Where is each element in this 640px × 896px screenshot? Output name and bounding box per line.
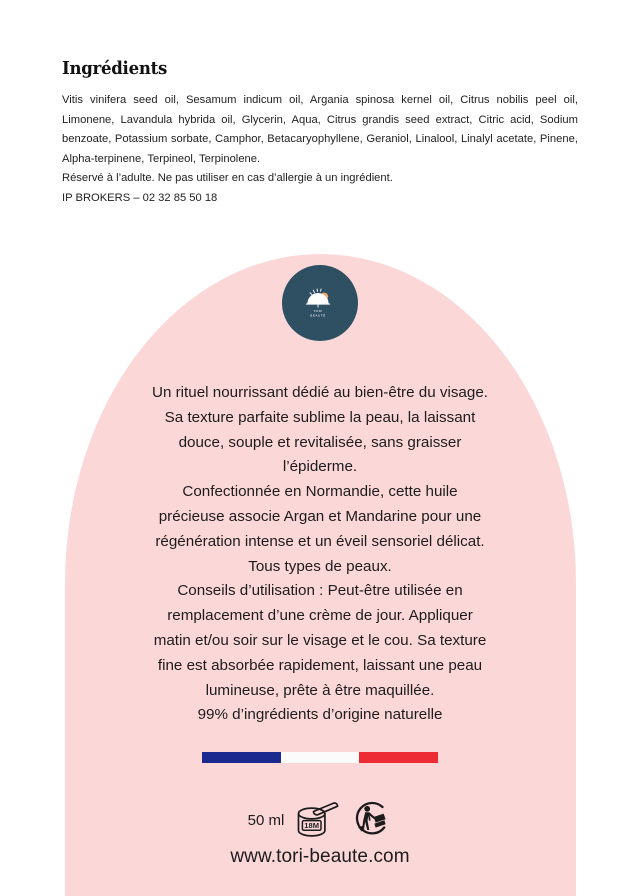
description-line: douce, souple et revitalisée, sans graisser	[178, 433, 462, 451]
description-line: l’épiderme.	[282, 458, 358, 476]
description-line: régénération intense et un éveil sensoriel délicat.	[155, 532, 485, 550]
description-line: Tous types de peaux.	[248, 557, 392, 575]
flag-stripe-red	[359, 752, 438, 763]
description-line: matin et/ou soir sur le visage et le cou. Sa texture	[153, 631, 487, 649]
ingredients-warning: Réservé à l’adulte. Ne pas utiliser en cas d’allergie à un ingrédient.	[62, 172, 393, 184]
volume-label: 50 ml	[247, 811, 285, 829]
description-line: précieuse associe Argan et Mandarine pour une	[158, 507, 482, 525]
ingredients-contact: IP BROKERS – 02 32 85 50 18	[62, 191, 218, 204]
description-line: remplacement d’une crème de jour. Appliquer	[167, 607, 473, 625]
french-flag-icon	[202, 752, 438, 763]
description-line: Conseils d’utilisation : Peut-être utilisée en	[177, 582, 463, 600]
product-description	[70, 381, 570, 728]
tidyman-recycling-icon	[350, 800, 392, 840]
description-line: 99% d’ingrédients d’origine naturelle	[197, 706, 443, 724]
open-jar-period-after-opening-icon	[293, 800, 341, 840]
sunrise-emblem-icon	[300, 286, 340, 320]
flag-stripe-blue	[202, 752, 281, 763]
description-line: fine est absorbée rapidement, laissant une peau	[157, 656, 483, 674]
description-line: lumineuse, prête à être maquillée.	[205, 681, 435, 699]
logo-wordmark-line1: TORI	[313, 309, 323, 314]
description-line: Sa texture parfaite sublime la peau, la laissant	[164, 408, 476, 426]
ingredients-section	[62, 58, 578, 208]
footer-info-row	[0, 800, 640, 840]
logo-wordmark-line2: BEAUTÉ	[310, 313, 326, 318]
ingredients-inci-list: Vitis vinifera seed oil, Sesamum indicum oil, Argania spinosa kernel oil, Citrus nobilis peel oil, Limonene, Lavandula hybrida oil, Glycerin, Aqua, Citrus grandis seed extract, Citric acid, Sodium benzoate, Potassium sorbate, Camphor, Betacaryophyllene, Geraniol, Linalool, Linalyl acetate, Pinene, Alpha-terpinene, Terpineol, Terpinolene.	[62, 94, 578, 165]
flag-stripe-white	[281, 752, 360, 763]
description-line: Confectionnée en Normandie, cette huile	[182, 483, 458, 501]
pao-months-label: 18M	[304, 820, 320, 830]
description-line: Un rituel nourrissant dédié au bien-être du visage.	[151, 384, 488, 401]
brand-logo-badge	[282, 265, 358, 341]
ingredients-heading: Ingrédients	[62, 58, 168, 79]
website-url[interactable]: www.tori-beaute.com	[230, 846, 410, 867]
